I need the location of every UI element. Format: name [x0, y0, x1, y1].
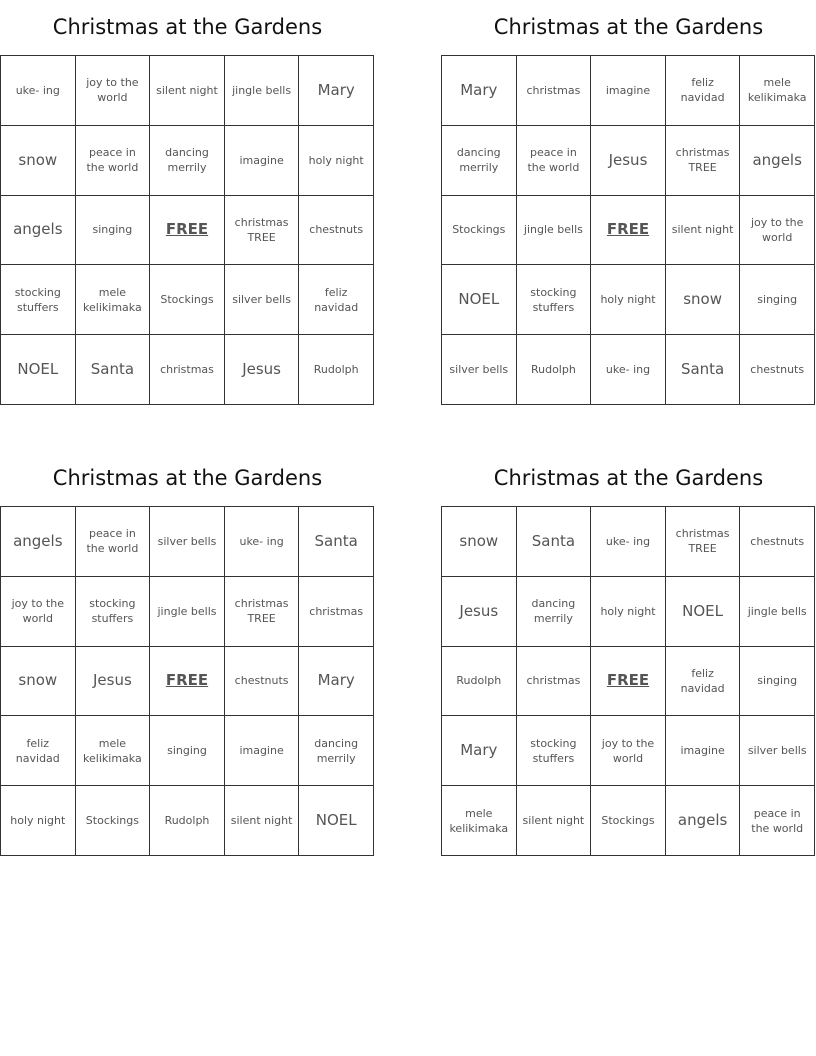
- bingo-grid: [441, 55, 815, 405]
- bingo-cell: Rudolph: [517, 335, 592, 405]
- card-title: Christmas at the Gardens: [52, 15, 323, 39]
- bingo-cell: feliz navidad: [1, 716, 76, 786]
- bingo-cell: imagine: [225, 126, 300, 196]
- bingo-cell: singing: [76, 196, 151, 266]
- bingo-cell: Mary: [442, 716, 517, 786]
- bingo-cell: feliz navidad: [299, 265, 374, 335]
- card-title: Christmas at the Gardens: [493, 15, 764, 39]
- bingo-cell: silver bells: [225, 265, 300, 335]
- bingo-cell: joy to the world: [76, 56, 151, 126]
- free-space: FREE: [591, 196, 666, 266]
- bingo-cell: NOEL: [666, 577, 741, 647]
- bingo-cell: Mary: [442, 56, 517, 126]
- bingo-cell: uke- ing: [591, 335, 666, 405]
- bingo-cell: joy to the world: [1, 577, 76, 647]
- bingo-cell: peace in the world: [517, 126, 592, 196]
- bingo-cell: snow: [666, 265, 741, 335]
- bingo-cell: stocking stuffers: [517, 265, 592, 335]
- free-space: FREE: [591, 647, 666, 717]
- bingo-cell: Stockings: [442, 196, 517, 266]
- bingo-cell: joy to the world: [591, 716, 666, 786]
- bingo-cell: Jesus: [442, 577, 517, 647]
- bingo-cell: Rudolph: [150, 786, 225, 856]
- bingo-cell: chestnuts: [740, 507, 815, 577]
- card-title: Christmas at the Gardens: [493, 466, 764, 490]
- bingo-cell: peace in the world: [76, 126, 151, 196]
- free-space: FREE: [150, 647, 225, 717]
- bingo-cell: Mary: [299, 56, 374, 126]
- bingo-cell: mele kelikimaka: [740, 56, 815, 126]
- bingo-cell: dancing merrily: [442, 126, 517, 196]
- bingo-cell: angels: [666, 786, 741, 856]
- bingo-cell: singing: [150, 716, 225, 786]
- bingo-cell: Rudolph: [299, 335, 374, 405]
- bingo-cell: angels: [1, 196, 76, 266]
- bingo-cell: silver bells: [442, 335, 517, 405]
- bingo-cell: silver bells: [150, 507, 225, 577]
- bingo-cell: peace in the world: [740, 786, 815, 856]
- bingo-cell: snow: [442, 507, 517, 577]
- bingo-cell: silent night: [150, 56, 225, 126]
- bingo-cell: stocking stuffers: [1, 265, 76, 335]
- bingo-cell: mele kelikimaka: [76, 265, 151, 335]
- bingo-cell: holy night: [591, 265, 666, 335]
- bingo-cell: stocking stuffers: [517, 716, 592, 786]
- bingo-cell: silent night: [517, 786, 592, 856]
- bingo-cell: holy night: [591, 577, 666, 647]
- bingo-cell: snow: [1, 126, 76, 196]
- bingo-cell: christmas TREE: [225, 577, 300, 647]
- bingo-cell: NOEL: [1, 335, 76, 405]
- bingo-cell: chestnuts: [740, 335, 815, 405]
- bingo-cell: christmas: [299, 577, 374, 647]
- bingo-cell: Jesus: [225, 335, 300, 405]
- card-title: Christmas at the Gardens: [52, 466, 323, 490]
- bingo-cell: peace in the world: [76, 507, 151, 577]
- bingo-cell: christmas: [150, 335, 225, 405]
- bingo-grid: [441, 506, 815, 856]
- free-space: FREE: [150, 196, 225, 266]
- bingo-cell: feliz navidad: [666, 647, 741, 717]
- bingo-grid: [0, 55, 374, 405]
- bingo-cell: joy to the world: [740, 196, 815, 266]
- bingo-cell: jingle bells: [225, 56, 300, 126]
- bingo-cell: dancing merrily: [150, 126, 225, 196]
- bingo-cell: dancing merrily: [517, 577, 592, 647]
- bingo-cell: stocking stuffers: [76, 577, 151, 647]
- bingo-cell: holy night: [299, 126, 374, 196]
- bingo-cell: christmas TREE: [666, 507, 741, 577]
- bingo-cell: uke- ing: [225, 507, 300, 577]
- bingo-cell: angels: [740, 126, 815, 196]
- bingo-cell: imagine: [666, 716, 741, 786]
- bingo-cell: singing: [740, 265, 815, 335]
- bingo-cell: Jesus: [76, 647, 151, 717]
- bingo-cell: snow: [1, 647, 76, 717]
- bingo-cell: Jesus: [591, 126, 666, 196]
- bingo-cell: Santa: [76, 335, 151, 405]
- bingo-cell: imagine: [591, 56, 666, 126]
- bingo-cell: singing: [740, 647, 815, 717]
- bingo-cell: christmas: [517, 647, 592, 717]
- bingo-cell: jingle bells: [517, 196, 592, 266]
- bingo-cell: silent night: [225, 786, 300, 856]
- bingo-grid: [0, 506, 374, 856]
- bingo-cell: imagine: [225, 716, 300, 786]
- bingo-cell: christmas: [517, 56, 592, 126]
- bingo-cell: jingle bells: [150, 577, 225, 647]
- bingo-cell: christmas TREE: [225, 196, 300, 266]
- bingo-cell: NOEL: [299, 786, 374, 856]
- bingo-cell: holy night: [1, 786, 76, 856]
- bingo-cell: christmas TREE: [666, 126, 741, 196]
- bingo-cell: chestnuts: [225, 647, 300, 717]
- bingo-cell: mele kelikimaka: [76, 716, 151, 786]
- bingo-cell: feliz navidad: [666, 56, 741, 126]
- bingo-cell: Rudolph: [442, 647, 517, 717]
- bingo-cell: Stockings: [591, 786, 666, 856]
- bingo-cell: angels: [1, 507, 76, 577]
- bingo-cell: Mary: [299, 647, 374, 717]
- bingo-cell: jingle bells: [740, 577, 815, 647]
- bingo-cell: uke- ing: [591, 507, 666, 577]
- bingo-cell: NOEL: [442, 265, 517, 335]
- bingo-cell: Stockings: [76, 786, 151, 856]
- bingo-cell: chestnuts: [299, 196, 374, 266]
- bingo-cell: Stockings: [150, 265, 225, 335]
- bingo-cell: silver bells: [740, 716, 815, 786]
- bingo-cell: silent night: [666, 196, 741, 266]
- bingo-cell: Santa: [299, 507, 374, 577]
- bingo-cell: dancing merrily: [299, 716, 374, 786]
- bingo-cell: mele kelikimaka: [442, 786, 517, 856]
- bingo-cell: Santa: [517, 507, 592, 577]
- bingo-cell: uke- ing: [1, 56, 76, 126]
- bingo-cell: Santa: [666, 335, 741, 405]
